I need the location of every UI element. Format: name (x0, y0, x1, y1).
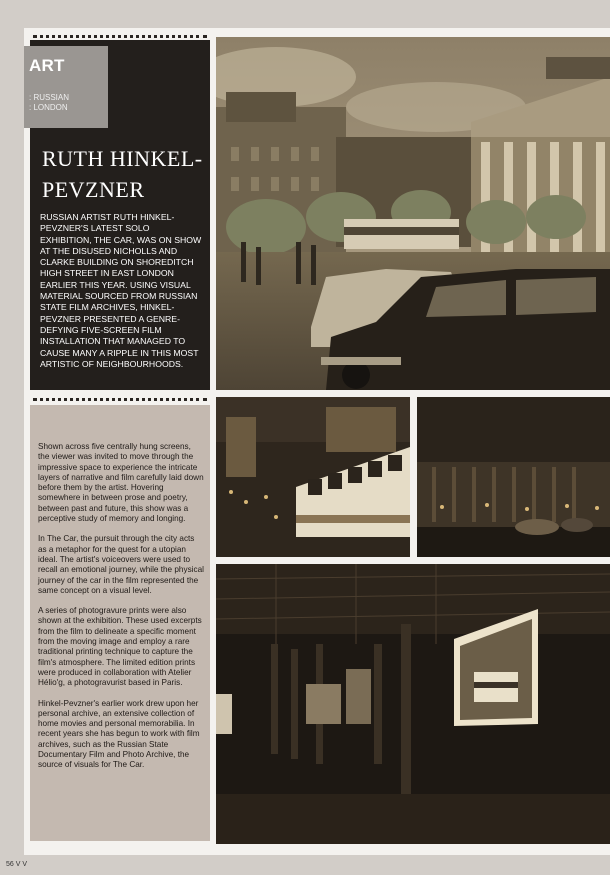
body-paragraph-3: A series of photogravure prints were also shown at the exhibition. These used excerpts from the film to delineate a specific moment from the moving image and employ a rare traditional printing technique to capture the film's atmosphere. The limited edition prints were produced in collaboration with Atelier Hélio'g, a photogravurist based in Paris. (38, 606, 202, 688)
section-label: ART (29, 56, 65, 75)
body-paragraph-2: In The Car, the pursuit through the city acts as a metaphor for the quest for a utopian ideal. The artist's voiceovers were used to recall an emotional journey, while the physical journey of the car in the film represented the same concept on a visual level. (38, 534, 204, 595)
mid-dotted-rule (33, 398, 207, 401)
body-text (38, 442, 204, 781)
intro-text: RUSSIAN ARTIST RUTH HINKEL-PEVZNER'S LATEST SOLO EXHIBITION, THE CAR, WAS ON SHOW AT THE DISUSED NICHOLLS AND CLARKE BUILDING ON SHOREDITCH HIGH STREET IN EAST LONDON EARLIER THIS YEAR. USING VISUAL MATERIAL SOURCED FROM RUSSIAN STATE FILM ARCHIVES, HINKEL-PEVZNER PRESENTED A GENRE-DEFYING FIVE-SCREEN FILM INSTALLATION THAT MANAGED TO CAUSE MANY A RIPPLE IN THIS MOST ARTISTIC OF NEIGHBOURHOODS. (40, 212, 202, 369)
top-dotted-rule (33, 35, 207, 38)
installation-view-photo (216, 564, 610, 844)
tram-night-photo (216, 397, 410, 557)
body-paragraph-4: Hinkel-Pevzner's earlier work drew upon her personal archive, an extensive collection of home movies and personal memorabilia. In recent years she has begun to work with film archives, such as the Russian State Documentary Film and Photo Archive, the source of visuals for The Car. (38, 698, 200, 770)
article-headline (42, 143, 212, 205)
night-square-photo (417, 397, 610, 557)
section-location (29, 93, 69, 113)
page-folio: 56 V V (6, 861, 28, 868)
location-line-1: : RUSSIAN (29, 93, 70, 102)
street-scene-photo (216, 37, 610, 390)
body-paragraph-1: Shown across five centrally hung screens, the viewer was invited to move through the impressive space to experience the intricate layers of narrative and film carefully laid down before them by the artist. Hovering somewhere in between prose and poetry, between past and future, this show was a perceptive study of memory and longing. (38, 442, 204, 524)
headline-line-1: RUTH HINKEL- (42, 146, 203, 171)
section-tag (24, 46, 108, 128)
location-line-2: : LONDON (29, 103, 68, 112)
headline-line-2: PEVZNER (42, 177, 145, 202)
